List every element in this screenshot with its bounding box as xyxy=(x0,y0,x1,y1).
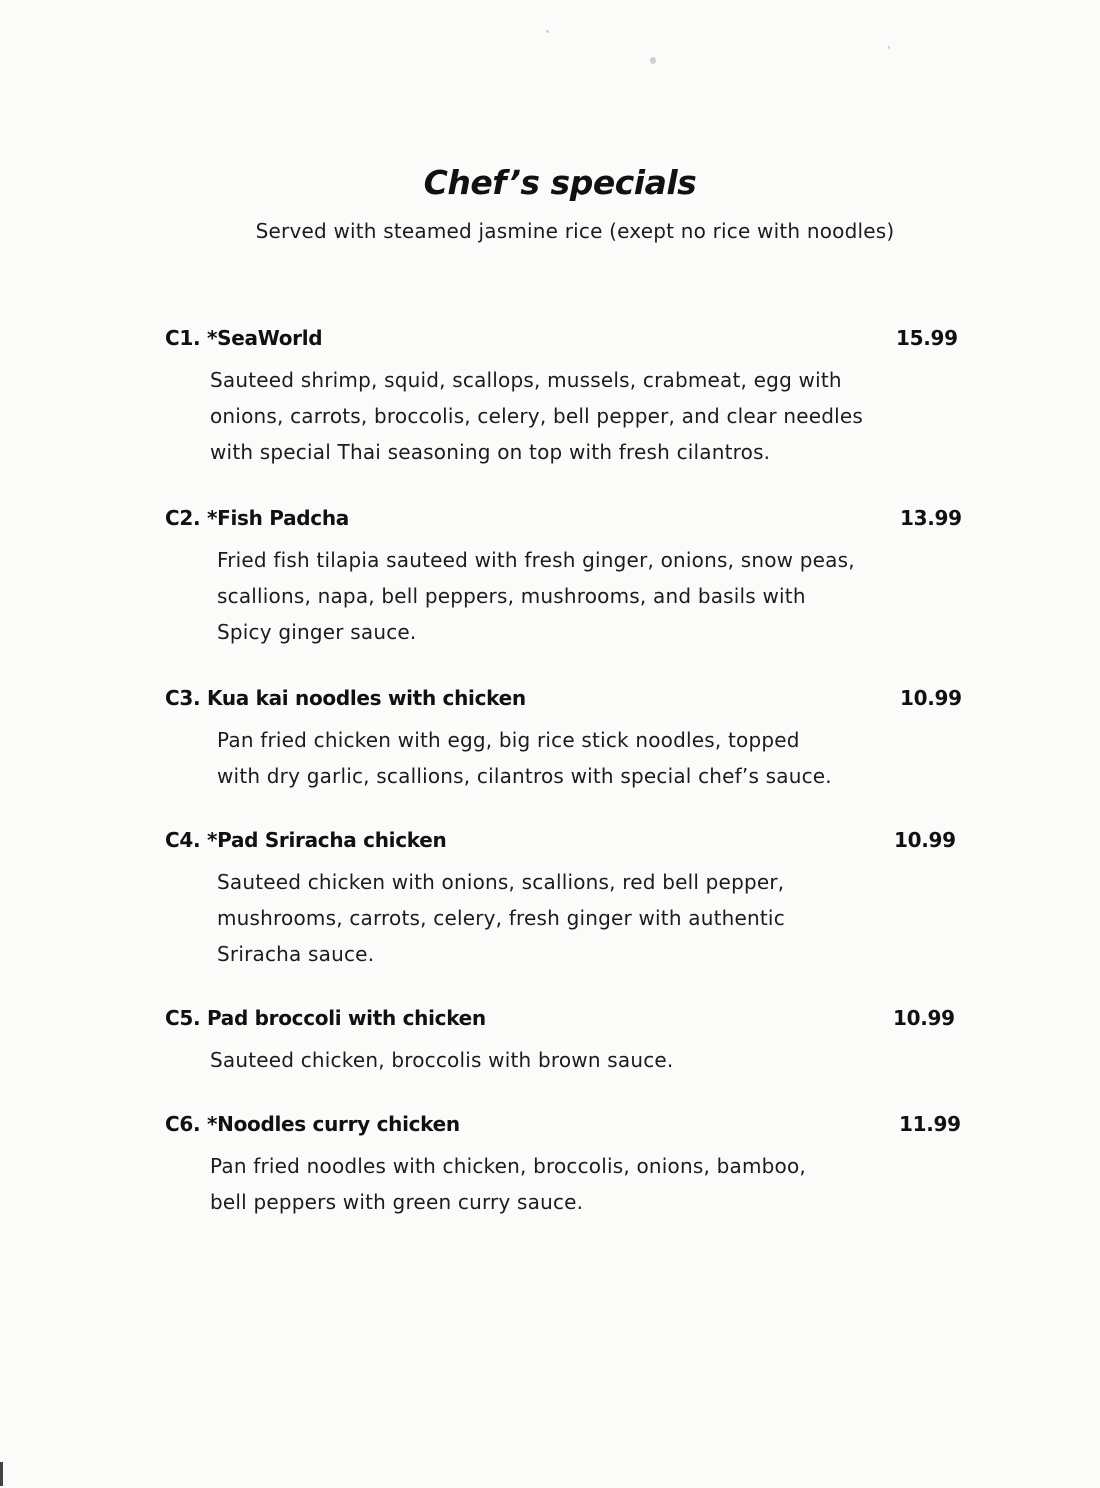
page-subtitle: Served with steamed jasmine rice (exept no rice with noodles) xyxy=(255,219,895,243)
menu-item-price: 15.99 xyxy=(896,326,958,350)
description-line: bell peppers with green curry sauce. xyxy=(210,1190,584,1214)
menu-item-title xyxy=(165,326,322,350)
menu-item-description xyxy=(217,722,965,794)
menu-item-c2 xyxy=(165,506,965,650)
paper-speck xyxy=(888,46,890,49)
menu-item-title xyxy=(165,828,446,852)
menu-item-code: C5. xyxy=(165,1006,201,1030)
menu-item-code: C4. xyxy=(165,828,201,852)
menu-item-code: C1. xyxy=(165,326,201,350)
menu-item-code: C3. xyxy=(165,686,201,710)
menu-item-header xyxy=(165,1112,965,1140)
description-line: scallions, napa, bell peppers, mushrooms, and basils with xyxy=(217,584,806,608)
menu-item-description xyxy=(217,864,965,972)
menu-item-price: 10.99 xyxy=(893,1006,955,1030)
menu-item-header xyxy=(165,686,965,714)
menu-item-name: *Fish Padcha xyxy=(206,506,349,530)
menu-item-header xyxy=(165,828,965,856)
menu-item-name: *SeaWorld xyxy=(206,326,323,350)
menu-item-c6 xyxy=(165,1112,965,1220)
menu-item-description xyxy=(210,362,965,470)
menu-item-title xyxy=(165,1006,486,1030)
description-line: onions, carrots, broccolis, celery, bell pepper, and clear needles xyxy=(210,404,864,428)
menu-item-price: 10.99 xyxy=(900,686,962,710)
menu-item-description xyxy=(210,1042,965,1078)
paper-speck xyxy=(546,30,549,33)
menu-item-code: C2. xyxy=(165,506,201,530)
description-line: Sauteed chicken with onions, scallions, red bell pepper, xyxy=(217,870,785,894)
description-line: mushrooms, carrots, celery, fresh ginger with authentic xyxy=(217,906,785,930)
page-title: Chef’s specials xyxy=(423,163,697,202)
description-line: Spicy ginger sauce. xyxy=(217,620,417,644)
menu-item-header xyxy=(165,1006,965,1034)
description-line: with dry garlic, scallions, cilantros with special chef’s sauce. xyxy=(217,764,832,788)
menu-item-price: 13.99 xyxy=(900,506,962,530)
menu-item-header xyxy=(165,506,965,534)
menu-item-description xyxy=(210,1148,965,1220)
menu-item-code: C6. xyxy=(165,1112,201,1136)
menu-item-c5 xyxy=(165,1006,965,1078)
menu-item-price: 10.99 xyxy=(894,828,956,852)
description-line: Sauteed chicken, broccolis with brown sauce. xyxy=(210,1048,674,1072)
menu-item-name: *Noodles curry chicken xyxy=(206,1112,460,1136)
menu-item-name: *Pad Sriracha chicken xyxy=(206,828,447,852)
scan-edge-mark xyxy=(0,1462,3,1486)
description-line: Fried fish tilapia sauteed with fresh ginger, onions, snow peas, xyxy=(217,548,855,572)
description-line: Sriracha sauce. xyxy=(217,942,375,966)
description-line: Pan fried noodles with chicken, broccolis, onions, bamboo, xyxy=(210,1154,806,1178)
paper-speck xyxy=(650,57,656,64)
menu-item-title xyxy=(165,1112,460,1136)
menu-item-description xyxy=(217,542,965,650)
menu-item-title xyxy=(165,686,526,710)
description-line: with special Thai seasoning on top with fresh cilantros. xyxy=(210,440,771,464)
menu-item-header xyxy=(165,326,965,354)
menu-item-name: Pad broccoli with chicken xyxy=(206,1006,486,1030)
menu-item-c4 xyxy=(165,828,965,972)
description-line: Pan fried chicken with egg, big rice stick noodles, topped xyxy=(217,728,800,752)
menu-item-title xyxy=(165,506,349,530)
menu-item-c3 xyxy=(165,686,965,794)
description-line: Sauteed shrimp, squid, scallops, mussels, crabmeat, egg with xyxy=(210,368,842,392)
menu-item-price: 11.99 xyxy=(899,1112,961,1136)
menu-item-c1 xyxy=(165,326,965,470)
menu-item-name: Kua kai noodles with chicken xyxy=(206,686,526,710)
